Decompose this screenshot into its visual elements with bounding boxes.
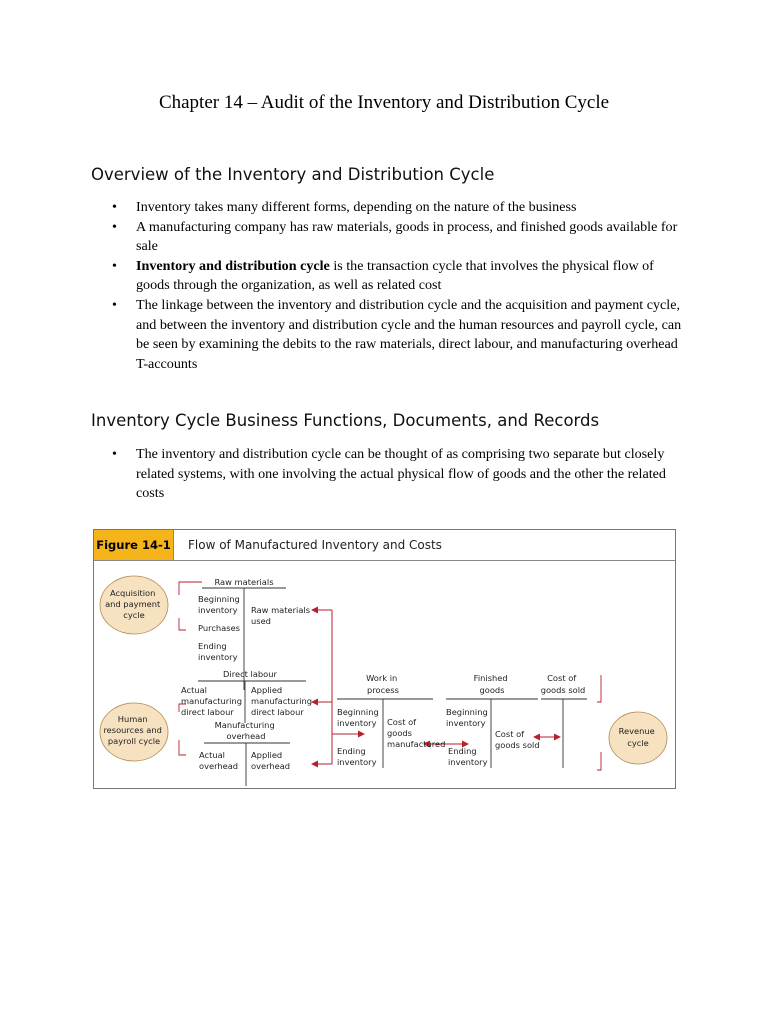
list-item xyxy=(108,257,688,296)
direct-labour-applied: Applied manufacturing direct labour xyxy=(251,685,313,717)
wip-title: Work in process xyxy=(366,673,399,695)
bullet-text: The inventory and distribution cycle can be thought of as comprising two separate but closely related systems, with one involving the actual physical flow of goods and the other the related costs xyxy=(136,446,666,502)
functions-bullet-list xyxy=(108,445,688,504)
list-item xyxy=(108,296,688,374)
acquisition-cycle-label: Acquisition and payment cycle xyxy=(105,588,161,620)
bullet-text: The linkage between the inventory and distribution cycle and the acquisition and payment cycle, and between the inventory and distribution cycle and the human resources and payroll cycle, can be seen by examining the debits to the raw materials, direct labour, and manufacturing overhead T-accounts xyxy=(136,296,682,372)
finished-beginning: Beginning inventory xyxy=(446,707,488,728)
revenue-cycle-label: Revenue cycle xyxy=(618,726,655,748)
flow-diagram xyxy=(94,560,675,788)
raw-materials-ending: Ending inventory xyxy=(198,641,238,662)
page-title: Chapter 14 – Audit of the Inventory and Distribution Cycle xyxy=(158,92,610,113)
list-item xyxy=(108,198,688,218)
list-item xyxy=(108,218,688,257)
raw-materials-title: Raw materials xyxy=(214,577,274,587)
figure-header xyxy=(94,530,675,561)
section-heading-overview: Overview of the Inventory and Distribution Cycle xyxy=(91,165,495,184)
overhead-applied: Applied overhead xyxy=(251,750,291,771)
figure-title: Flow of Manufactured Inventory and Costs xyxy=(188,538,442,552)
finished-ending: Ending inventory xyxy=(448,746,488,767)
wip-ending: Ending inventory xyxy=(337,746,377,767)
overhead-t-account xyxy=(199,720,290,786)
bold-term: Inventory and distribution cycle xyxy=(136,257,330,274)
bullet-text: Inventory takes many different forms, depending on the nature of the business xyxy=(136,199,577,215)
cogs-title: Cost of goods sold xyxy=(540,673,586,695)
wip-beginning: Beginning inventory xyxy=(337,707,379,728)
direct-labour-t-account xyxy=(181,669,315,723)
finished-goods-title: Finished goods xyxy=(473,673,508,695)
human-resources-cycle-label: Human resources and payroll cycle xyxy=(103,714,162,746)
finished-goods-t-account xyxy=(446,673,540,768)
direct-labour-actual: Actual manufacturing direct labour xyxy=(181,685,243,717)
overview-bullet-list xyxy=(108,198,688,374)
bullet-text: A manufacturing company has raw materials, goods in process, and finished goods available for sale xyxy=(136,218,678,255)
raw-materials-used: Raw materials used xyxy=(251,605,311,626)
work-in-process-t-account xyxy=(337,673,445,768)
direct-labour-title: Direct labour xyxy=(223,669,277,679)
overhead-actual: Actual overhead xyxy=(199,750,239,771)
raw-materials-beginning: Beginning inventory xyxy=(198,594,240,615)
figure-14-1 xyxy=(93,529,676,789)
cost-of-goods-sold-t-account xyxy=(541,673,587,768)
section-heading-functions: Inventory Cycle Business Functions, Documents, and Records xyxy=(91,411,600,430)
raw-materials-purchases: Purchases xyxy=(198,623,240,633)
list-item xyxy=(108,445,688,504)
figure-number: Figure 14-1 xyxy=(94,530,174,560)
finished-cost-of-goods-sold: Cost of goods sold xyxy=(495,729,540,750)
overhead-title: Manufacturing overhead xyxy=(214,720,275,741)
bullet-text: is the transaction cycle that involves the physical flow of goods through the organization, as well as related cost xyxy=(136,257,654,294)
wip-cost-of-goods-manufactured: Cost of goods manufactured xyxy=(387,717,446,749)
